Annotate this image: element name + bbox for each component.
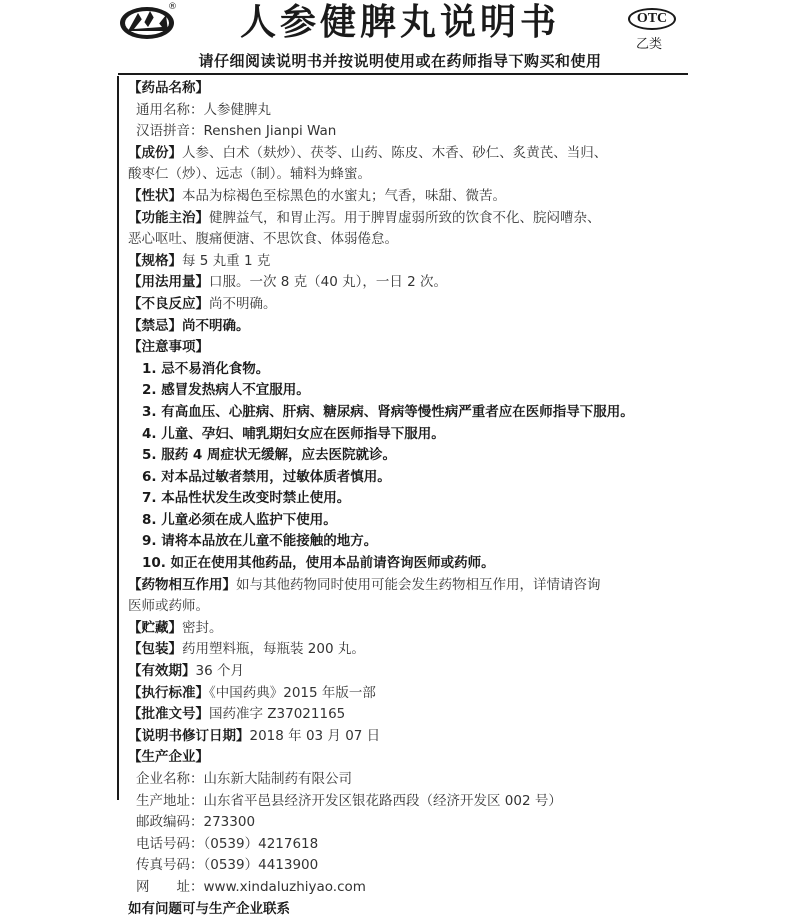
- section-label-storage: 【贮藏】: [128, 619, 182, 636]
- approval-text: 国药准字 Z37021165: [209, 706, 346, 723]
- interactions-line-1: 如与其他药物同时使用可能会发生药物相互作用，详情请咨询: [236, 576, 601, 593]
- section-ingredients: [128, 143, 688, 165]
- section-approval: [128, 704, 688, 726]
- section-label-contra: 【禁忌】: [128, 317, 182, 334]
- character-text: 本品为棕褐色至棕黑色的水蜜丸；气香，味甜、微苦。: [182, 187, 506, 204]
- indications-line-2: 恶心呕吐、腹痛便溏、不思饮食、体弱倦怠。: [128, 231, 398, 248]
- section-label-adverse: 【不良反应】: [128, 295, 209, 312]
- section-label-indications: 【功能主治】: [128, 209, 209, 226]
- ingredients-line-1: 人参、白术（麸炒）、茯苓、山药、陈皮、木香、砂仁、炙黄芪、当归、: [182, 144, 608, 161]
- section-usage: [128, 272, 688, 294]
- otc-badge: OTC: [628, 8, 676, 30]
- section-label-validity: 【有效期】: [128, 663, 196, 680]
- precaution-item: 10. 如正在使用其他药品，使用本品前请咨询医师或药师。: [142, 555, 495, 572]
- section-contra: [128, 316, 688, 338]
- section-indications: [128, 208, 688, 230]
- section-label-package: 【包装】: [128, 641, 182, 658]
- document-title: 人参健脾丸说明书: [239, 2, 560, 43]
- standard-text: 《中国药典》2015 年版一部: [209, 684, 376, 701]
- section-character: [128, 186, 688, 208]
- pinyin-name: 汉语拼音：Renshen Jianpi Wan: [136, 123, 337, 140]
- interactions-line-2: 医师或药师。: [128, 598, 209, 615]
- section-label-character: 【性状】: [128, 187, 182, 204]
- package-text: 药用塑料瓶，每瓶装 200 丸。: [182, 641, 365, 658]
- contra-text: 尚不明确。: [182, 317, 250, 334]
- precaution-item: 2. 感冒发热病人不宜服用。: [142, 382, 310, 399]
- indications-line-1: 健脾益气，和胃止泻。用于脾胃虚弱所致的饮食不化、脘闷嘈杂、: [209, 209, 601, 226]
- section-label-standard: 【执行标准】: [128, 684, 209, 701]
- section-label-ingredients: 【成份】: [128, 144, 182, 161]
- precaution-item: 7. 本品性状发生改变时禁止使用。: [142, 490, 351, 507]
- section-label-spec: 【规格】: [128, 252, 182, 269]
- precaution-item: 1. 忌不易消化食物。: [142, 360, 270, 377]
- section-label-approval: 【批准文号】: [128, 706, 209, 723]
- company-name: 企业名称：山东新大陆制药有限公司: [136, 771, 352, 787]
- spec-text: 每 5 丸重 1 克: [182, 252, 271, 269]
- usage-text: 口服。一次 8 克（40 丸），一日 2 次。: [209, 274, 448, 291]
- leaflet-content: [128, 78, 688, 920]
- registered-mark: ®: [168, 2, 177, 12]
- section-storage: [128, 618, 688, 640]
- precaution-item: 8. 儿童必须在成人监护下使用。: [142, 511, 337, 528]
- generic-name: 通用名称：人参健脾丸: [136, 101, 271, 118]
- storage-text: 密封。: [182, 619, 223, 636]
- contact-footer: 如有问题可与生产企业联系: [128, 900, 290, 917]
- ingredients-line-2: 酸枣仁（炒）、远志（制）。辅料为蜂蜜。: [128, 166, 371, 183]
- section-adverse: [128, 294, 688, 316]
- adverse-text: 尚不明确。: [209, 295, 277, 312]
- precaution-item: 6. 对本品过敏者禁用，过敏体质者慎用。: [142, 468, 391, 485]
- precaution-item: 5. 服药 4 周症状无缓解，应去医院就诊。: [142, 447, 397, 464]
- website: 网 址：www.xindaluzhiyao.com: [136, 878, 366, 895]
- section-label-usage: 【用法用量】: [128, 274, 209, 291]
- section-standard: [128, 683, 688, 705]
- otc-class-label: 乙类: [636, 37, 663, 52]
- precaution-item: 3. 有高血压、心脏病、肝病、糖尿病、肾病等慢性病严重者应在医师指导下服用。: [142, 403, 634, 420]
- header-divider: [118, 73, 688, 75]
- section-label-manufacturer: 【生产企业】: [128, 749, 209, 766]
- revision-text: 2018 年 03 月 07 日: [249, 727, 381, 744]
- reading-notice: 请仔细阅读说明书并按说明使用或在药师指导下购买和使用: [198, 52, 602, 70]
- validity-text: 36 个月: [195, 663, 244, 680]
- section-label-interactions: 【药物相互作用】: [128, 576, 236, 593]
- section-revision: [128, 726, 688, 748]
- fax-number: 传真号码：（0539）4413900: [136, 857, 319, 874]
- section-label-revision: 【说明书修订日期】: [128, 727, 250, 744]
- section-spec: [128, 251, 688, 273]
- section-label-precautions: 【注意事项】: [128, 339, 209, 356]
- precaution-item: 4. 儿童、孕妇、哺乳期妇女应在医师指导下服用。: [142, 425, 445, 442]
- precaution-item: 9. 请将本品放在儿童不能接触的地方。: [142, 533, 378, 550]
- section-interactions: [128, 575, 688, 597]
- left-border-line: [117, 76, 119, 800]
- section-label-name: 【药品名称】: [128, 80, 209, 96]
- postcode: 邮政编码：273300: [136, 814, 256, 831]
- company-address: 生产地址：山东省平邑县经济开发区银花路西段（经济开发区 002 号）: [136, 792, 562, 809]
- section-validity: [128, 661, 688, 683]
- section-package: [128, 639, 688, 661]
- phone-number: 电话号码：（0539）4217618: [136, 835, 319, 852]
